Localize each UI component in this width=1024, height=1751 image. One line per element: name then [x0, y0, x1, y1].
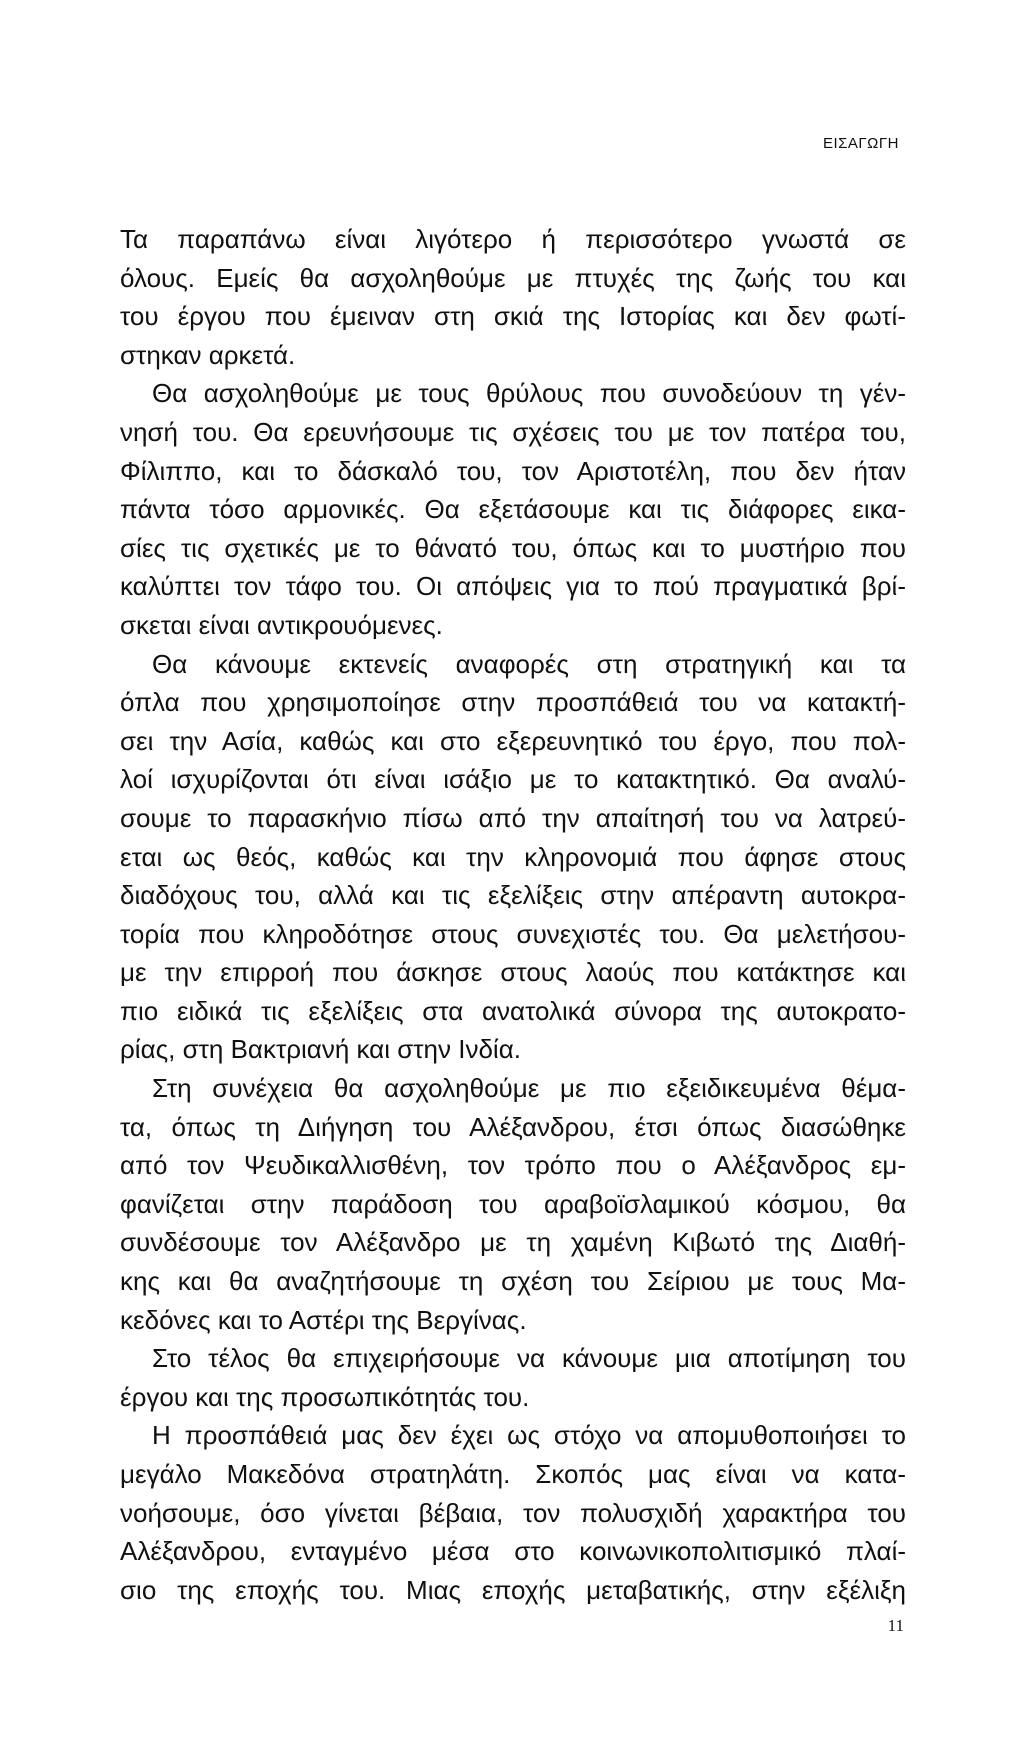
text-line: εται ως θεός, καθώς και την κληρονομιά που άφησε στους — [120, 841, 906, 872]
text-line: σουμε το παρασκήνιο πίσω από την απαίτησή του να λατρεύ- — [120, 802, 906, 833]
text-line: νοήσουμε, όσο γίνεται βέβαια, τον πολυσχιδή χαρακτήρα του — [120, 1497, 906, 1528]
paragraph — [120, 1069, 906, 1339]
text-line: όλους. Εμείς θα ασχοληθούμε με πτυχές της ζωής του και — [120, 262, 906, 293]
text-line: λοί ισχυρίζονται ότι είναι ισάξιο με το κατακτητικό. Θα αναλύ- — [120, 764, 906, 795]
paragraph — [120, 220, 906, 374]
text-line: Αλέξανδρου, ενταγμένο μέσα στο κοινωνικοπολιτισμικό πλαί- — [120, 1536, 906, 1567]
text-line: από τον Ψευδικαλλισθένη, τον τρόπο που ο Αλέξανδρος εμ- — [120, 1150, 906, 1181]
body-text — [120, 220, 906, 1609]
text-line: Θα κάνουμε εκτενείς αναφορές στη στρατηγική και τα — [152, 648, 906, 679]
text-line: όπλα που χρησιμοποίησε στην προσπάθειά του να κατακτή- — [120, 687, 906, 718]
text-line: φανίζεται στην παράδοση του αραβοϊσλαμικού κόσμου, θα — [120, 1188, 906, 1219]
text-line: σει την Ασία, καθώς και στο εξερευνητικό του έργο, που πολ- — [120, 725, 906, 756]
text-line: σιο της εποχής του. Μιας εποχής μεταβατικής, στην εξέλιξη — [120, 1574, 906, 1605]
text-line: του έργου που έμειναν στη σκιά της Ιστορίας και δεν φωτί- — [120, 301, 906, 332]
text-line: Τα παραπάνω είναι λιγότερο ή περισσότερο γνωστά σε — [120, 224, 906, 254]
text-line: με την επιρροή που άσκησε στους λαούς που κατάκτησε και — [120, 957, 906, 988]
text-line: Θα ασχοληθούμε με τους θρύλους που συνοδεύουν τη γέν- — [152, 378, 906, 409]
text-line: τα, όπως τη Διήγηση του Αλέξανδρου, έτσι όπως διασώθηκε — [120, 1111, 906, 1142]
text-line: κης και θα αναζητήσουμε τη σχέση του Σείριου με τους Μα- — [120, 1266, 906, 1297]
text-line: Φίλιππο, και το δάσκαλό του, τον Αριστοτέλη, που δεν ήταν — [120, 455, 906, 486]
text-line: τορία που κληροδότησε στους συνεχιστές του. Θα μελετήσου- — [120, 918, 906, 949]
paragraph — [120, 374, 906, 644]
paragraph — [120, 1416, 906, 1609]
text-line: Η προσπάθειά μας δεν έχει ως στόχο να απομυθοποιήσει το — [152, 1420, 906, 1451]
page-number: 11 — [887, 1616, 904, 1635]
text-line: Στη συνέχεια θα ασχοληθούμε με πιο εξειδικευμένα θέμα- — [152, 1073, 906, 1104]
text-line: Στο τέλος θα επιχειρήσουμε να κάνουμε μια αποτίμηση του — [152, 1343, 906, 1374]
text-line: μεγάλο Μακεδόνα στρατηλάτη. Σκοπός μας είναι να κατα- — [120, 1459, 906, 1489]
text-line: στηκαν αρκετά. — [120, 339, 296, 370]
text-line: έργου και της προσωπικότητάς του. — [120, 1381, 530, 1412]
text-line: κεδόνες και το Αστέρι της Βεργίνας. — [120, 1304, 527, 1335]
paragraph — [120, 1339, 906, 1416]
paragraph — [120, 645, 906, 1070]
text-line: πάντα τόσο αρμονικές. Θα εξετάσουμε και τις διάφορες εικα- — [120, 494, 906, 525]
text-line: σκεται είναι αντικρουόμενες. — [120, 609, 443, 640]
text-line: συνδέσουμε τον Αλέξανδρο με τη χαμένη Κιβωτό της Διαθή- — [120, 1227, 906, 1258]
text-line: καλύπτει τον τάφο του. Οι απόψεις για το πού πραγματικά βρί- — [120, 571, 906, 602]
text-line: νησή του. Θα ερευνήσουμε τις σχέσεις του με τον πατέρα του, — [120, 416, 906, 447]
text-line: σίες τις σχετικές με το θάνατό του, όπως και το μυστήριο που — [120, 532, 906, 563]
text-line: πιο ειδικά τις εξελίξεις στα ανατολικά σύνορα της αυτοκρατο- — [120, 995, 906, 1026]
text-line: ρίας, στη Βακτριανή και στην Ινδία. — [120, 1034, 521, 1065]
running-header: ΕΙΣΑΓΩΓΗ — [822, 135, 899, 152]
text-line: διαδόχους του, αλλά και τις εξελίξεις στην απέραντη αυτοκρα- — [120, 880, 906, 911]
